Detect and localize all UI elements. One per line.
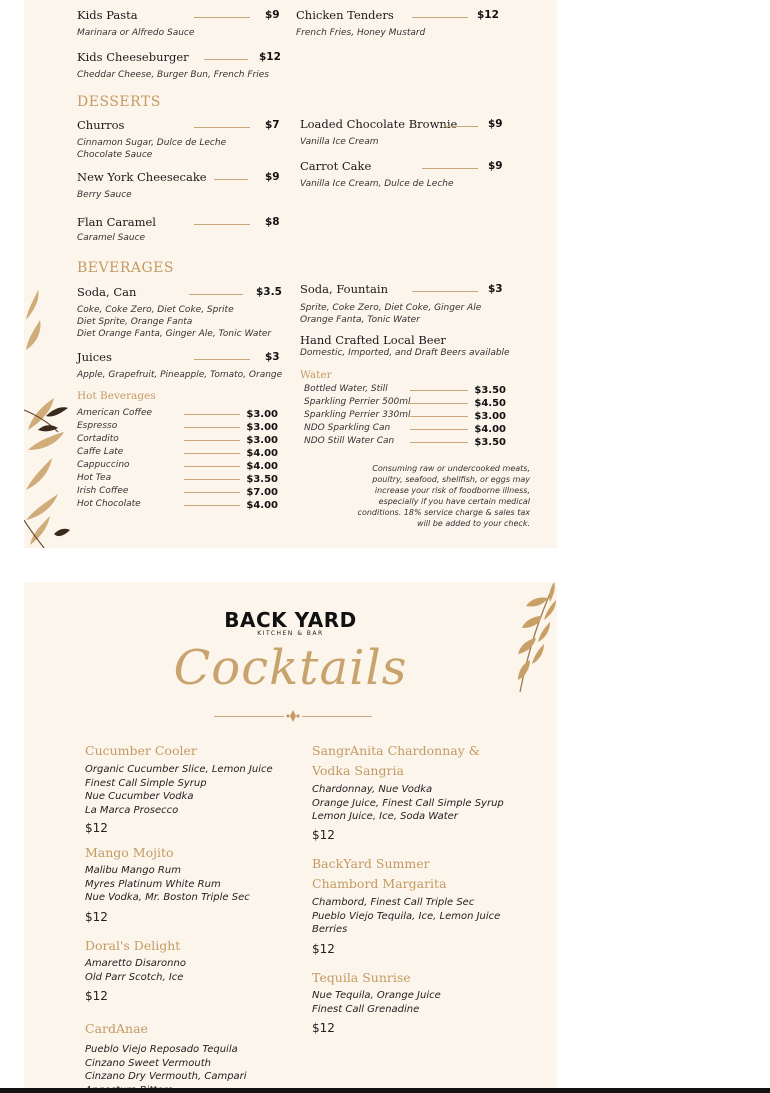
item-price: $3	[488, 283, 503, 295]
section-title-hot-beverages: Hot Beverages	[77, 390, 156, 402]
cocktail-name: Tequila Sunrise	[312, 970, 411, 985]
ingredient-line: La Marca Prosecco	[85, 804, 179, 816]
item-name: Soda, Can	[77, 285, 137, 299]
cocktail-price: $12	[312, 828, 335, 842]
hot-beverage-item: Hot Chocolate	[77, 499, 141, 509]
page-bottom-edge	[0, 1088, 770, 1093]
item-price: $9	[265, 9, 280, 21]
notice-line: poultry, seafood, shellfish, or eggs may	[372, 475, 530, 484]
section-title-beverages: BEVERAGES	[77, 260, 174, 276]
cocktail-ingredients	[312, 896, 500, 937]
ingredient-line: Organic Cucumber Slice, Lemon Juice	[85, 764, 273, 775]
item-name: New York Cheesecake	[77, 170, 207, 184]
cocktail-name: CardAnae	[85, 1021, 148, 1036]
hot-beverage-item: Cappuccino	[77, 460, 130, 470]
hot-beverage-price: $4.00	[246, 448, 278, 459]
item-name: Flan Caramel	[77, 215, 156, 229]
cocktail-price: $12	[85, 910, 108, 924]
cocktail-ingredients	[85, 957, 186, 984]
hot-beverage-item: Espresso	[77, 421, 118, 431]
cocktail-price: $12	[85, 821, 108, 835]
item-desc: Orange Fanta, Tonic Water	[300, 315, 420, 325]
section-title-desserts: DESSERTS	[77, 94, 161, 110]
cocktail-ingredients	[312, 783, 504, 824]
ingredient-line: Chardonnay, Nue Vodka	[312, 784, 433, 795]
item-desc: Domestic, Imported, and Draft Beers available	[300, 348, 510, 358]
section-title-water: Water	[300, 369, 332, 381]
item-name: Soda, Fountain	[300, 282, 388, 296]
item-desc: Vanilla Ice Cream, Dulce de Leche	[300, 179, 454, 189]
notice-line: conditions. 18% service charge & sales tax	[357, 508, 530, 517]
cocktail-name: Mango Mojito	[85, 845, 174, 860]
water-item: Bottled Water, Still	[304, 384, 388, 394]
ingredient-line: Finest Call Grenadine	[312, 1003, 420, 1015]
item-price: $7	[265, 119, 280, 131]
item-price: $8	[265, 216, 280, 228]
cocktail-price: $12	[312, 1021, 335, 1035]
ingredient-line: Nue Tequila, Orange Juice	[312, 990, 441, 1001]
hot-beverage-price: $4.00	[246, 461, 278, 472]
hot-beverage-item: Cortadito	[77, 434, 119, 444]
hot-beverage-item: Caffe Late	[77, 447, 124, 457]
cocktail-name-line2: Vodka Sangria	[312, 763, 404, 778]
item-desc: Diet Sprite, Orange Fanta	[77, 317, 193, 327]
cocktail-price: $12	[85, 989, 108, 1003]
item-desc: Vanilla Ice Cream	[300, 137, 379, 147]
item-price: $12	[259, 51, 281, 63]
item-desc: Coke, Coke Zero, Diet Coke, Sprite	[77, 305, 234, 315]
ingredient-line: Lemon Juice, Ice, Soda Water	[312, 811, 458, 822]
cocktail-name-line2: Chambord Margarita	[312, 876, 447, 891]
item-desc: Diet Orange Fanta, Ginger Ale, Tonic Water	[77, 329, 272, 339]
item-name: Kids Pasta	[77, 8, 138, 22]
item-desc: Cinnamon Sugar, Dulce de Leche	[77, 138, 227, 148]
ingredient-line: Finest Call Simple Syrup	[85, 777, 207, 789]
hot-beverage-item: Irish Coffee	[77, 486, 129, 496]
water-list	[304, 383, 411, 448]
ingredient-line: Myres Platinum White Rum	[85, 878, 221, 890]
ingredient-line: Cinzano Dry Vermouth, Campari	[85, 1071, 247, 1082]
diamond-divider-icon	[286, 710, 300, 722]
water-item: Sparkling Perrier 500ml	[304, 397, 411, 407]
ingredient-line: Cinzano Sweet Vermouth	[85, 1057, 212, 1069]
brand-subtitle: KITCHEN & BAR	[257, 630, 324, 637]
item-name: Juices	[77, 350, 112, 364]
ingredient-line: Nue Cucumber Vodka	[85, 791, 194, 802]
ingredient-line: Malibu Mango Rum	[85, 865, 181, 876]
brand-logo: BACK YARD	[224, 608, 357, 632]
notice-line: increase your risk of foodborne illness,	[374, 486, 530, 495]
menu-page	[24, 0, 557, 548]
item-desc: Apple, Grapefruit, Pineapple, Tomato, Orange	[77, 370, 283, 380]
ingredient-line: Pueblo Viejo Tequila, Ice, Lemon Juice	[312, 910, 501, 922]
item-name: Hand Crafted Local Beer	[300, 333, 446, 347]
item-price: $3.5	[256, 286, 282, 298]
water-price: $3.50	[474, 437, 506, 448]
hot-beverage-price: $3.00	[246, 422, 278, 433]
hot-beverage-prices	[242, 408, 278, 512]
item-name: Churros	[77, 118, 125, 132]
item-name: Loaded Chocolate Brownie	[300, 117, 458, 131]
page-title: Cocktails	[173, 640, 408, 696]
ingredient-line: Orange Juice, Finest Call Simple Syrup	[312, 797, 504, 809]
notice-line: especially if you have certain medical	[378, 497, 530, 506]
water-item: NDO Still Water Can	[304, 436, 395, 446]
hot-beverage-price: $3.50	[246, 474, 278, 485]
item-price: $9	[265, 171, 280, 183]
item-desc: Cheddar Cheese, Burger Bun, French Fries	[77, 70, 269, 80]
cocktail-price: $12	[312, 942, 335, 956]
cocktail-name: Cucumber Cooler	[85, 743, 197, 758]
water-price: $3.00	[474, 411, 506, 422]
item-desc: Berry Sauce	[77, 190, 132, 200]
item-desc: French Fries, Honey Mustard	[296, 28, 426, 38]
allergy-notice	[342, 463, 530, 529]
item-name: Carrot Cake	[300, 159, 372, 173]
ingredient-line: Amaretto Disaronno	[85, 958, 186, 969]
cocktail-name: SangrAnita Chardonnay &	[312, 743, 480, 758]
item-desc: Caramel Sauce	[77, 233, 146, 243]
hot-beverage-item: American Coffee	[77, 408, 153, 418]
ingredient-line: Berries	[312, 924, 348, 935]
ingredient-line: Old Parr Scotch, Ice	[85, 971, 184, 983]
water-price: $4.50	[474, 398, 506, 409]
ingredient-line: Nue Vodka, Mr. Boston Triple Sec	[85, 892, 250, 903]
item-desc: Sprite, Coke Zero, Diet Coke, Ginger Ale	[300, 303, 482, 313]
cocktail-ingredients	[85, 763, 273, 817]
hot-beverage-price: $7.00	[246, 487, 278, 498]
item-desc: Marinara or Alfredo Sauce	[77, 28, 195, 38]
notice-line: will be added to your check.	[417, 519, 530, 528]
hot-beverage-list	[77, 407, 152, 511]
item-price: $12	[477, 9, 499, 21]
item-desc: Chocolate Sauce	[77, 150, 153, 160]
cocktail-name: Doral's Delight	[85, 938, 181, 953]
notice-line: Consuming raw or undercooked meats,	[372, 464, 530, 473]
hot-beverage-price: $4.00	[246, 500, 278, 511]
water-prices	[470, 384, 506, 449]
ingredient-line: Chambord, Finest Call Triple Sec	[312, 897, 475, 908]
fern-leaf-icon	[24, 290, 74, 548]
cocktail-ingredients	[85, 1043, 247, 1093]
water-item: Sparkling Perrier 330ml	[304, 410, 411, 420]
item-price: $9	[488, 160, 503, 172]
item-price: $9	[488, 118, 503, 130]
hot-beverage-price: $3.00	[246, 409, 278, 420]
water-item: NDO Sparkling Can	[304, 423, 391, 433]
item-price: $3	[265, 351, 280, 363]
cocktail-name: BackYard Summer	[312, 856, 430, 871]
hot-beverage-price: $3.00	[246, 435, 278, 446]
cocktail-ingredients	[85, 864, 250, 905]
cocktail-page	[24, 582, 557, 1093]
cocktail-ingredients	[312, 989, 441, 1016]
item-name: Chicken Tenders	[296, 8, 394, 22]
water-price: $4.00	[474, 424, 506, 435]
ingredient-line: Pueblo Viejo Reposado Tequila	[85, 1044, 238, 1055]
water-price: $3.50	[474, 385, 506, 396]
item-name: Kids Cheeseburger	[77, 50, 189, 64]
hot-beverage-item: Hot Tea	[77, 473, 112, 483]
